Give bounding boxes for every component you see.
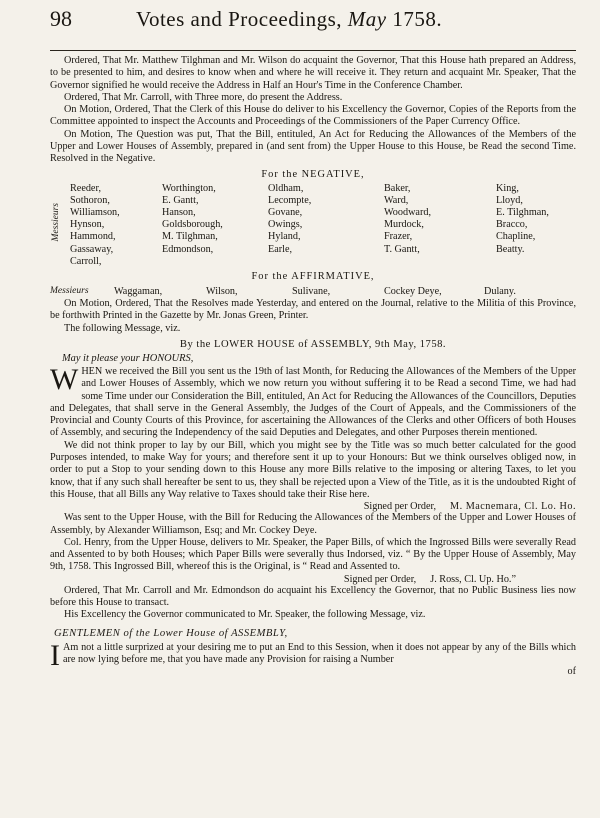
voter-name: Hyland, [268, 231, 301, 243]
page-header [50, 6, 576, 51]
voter-name: Carroll, [70, 255, 102, 267]
voter-name: Wilson, [206, 286, 238, 298]
title-month: May [347, 7, 387, 31]
signer-name: J. Ross, Cl. Up. Ho.” [430, 573, 516, 585]
signed-label: Signed per Order, [343, 573, 417, 585]
voter-name: Bracco, [496, 219, 528, 231]
voter-name: Sulivane, [292, 286, 331, 298]
paragraph: Ordered, That Mr. Carroll, with Three more, do present the Address. [64, 91, 343, 103]
page-number: 98 [50, 6, 72, 31]
negative-votes [50, 183, 576, 268]
voter-name [162, 256, 268, 268]
voter-name: Cockey Deye, [384, 286, 442, 298]
voter-name: Hammond, [70, 231, 116, 243]
paragraph: His Excellency the Governor communicated to Mr. Speaker, the following Message, viz. [64, 609, 426, 621]
affirmative-heading: For the AFFIRMATIVE, [251, 271, 375, 283]
voter-name: Beatty. [496, 243, 525, 255]
voter-name: Baker, [384, 182, 411, 194]
voter-name: Waggaman, [114, 286, 163, 298]
message-body [50, 638, 576, 672]
voter-name: Murdock, [384, 219, 424, 231]
voter-name: Hynson, [70, 219, 105, 231]
paragraph: Col. Henry, from the Upper House, delivers to Mr. Speaker, the Paper Bills, of which the Ingrossed Bills were severally Read and Assented to by both Houses; which Paper Bills were severally thus Indorsed, viz. “ By the Upper House of Assembly, May 9th, 1758. This Ingrossed Bill, whereof this is the Original, is “ Read and Assented to. [50, 536, 576, 573]
message-text: HEN we received the Bill you sent us the 19th of last Month, for Reducing the Allowances of the Members of the Upper and Lower Houses of Assembly, which we now return you without suffering it to be Read a second Time, we had had some Time under our Consideration the Bill, entituled, An Act for Reducing the Allowances of the Councillors, Deputies and Delegates, that shall serve in the General Assembly, the Judges of the Court of Appeals, and the Commissioners of the Provincial and County Courts of this Province, for ascertaining the Allowances of the Clerks and other Officers of both Houses of Assembly, and securing the Independency of the said Deputies and Delegates, and other Purposes therein mentioned. [50, 365, 576, 439]
voter-name: Ward, [384, 194, 409, 206]
voter-name: Worthington, [162, 182, 216, 194]
paragraph: On Motion, The Question was put, That the Bill, entituled, An Act for Reducing the Allowances of the Members of the Upper and Lower Houses of Assembly, prepared in (and sent from) the Upper House to this House, be Read the second Time. Resolved in the Negative. [50, 128, 576, 165]
voter-name: Dulany. [484, 286, 516, 298]
message-heading: By the LOWER HOUSE of ASSEMBLY, 9th May, 1758. [179, 338, 447, 350]
voter-name: Chapline, [496, 231, 536, 243]
voter-name: Gassaway, [70, 243, 114, 255]
paragraph: Was sent to the Upper House, with the Bill for Reducing the Allowances of the Members of the Upper and Lower Houses of Assembly, by Alexander Williamson, Esq; and Mr. Cockey Deye. [50, 512, 576, 536]
salutation: May it please your HONOURS, [62, 352, 194, 364]
voter-name: Edmondson, [162, 243, 214, 255]
voter-name: Hanson, [162, 207, 196, 219]
paragraph: On Motion, Ordered, That the Resolves made Yesterday, and entered on the Journal, relative to the Militia of this Province, be forthwith Printed in the Gazette by Mr. Jonas Green, Printer. [50, 298, 576, 322]
drop-cap: I [50, 638, 60, 672]
voter-name: Reeder, [70, 182, 101, 194]
voter-name: Govane, [268, 207, 303, 219]
voter-name: E. Gantt, [162, 194, 199, 206]
voter-name: Williamson, [70, 207, 120, 219]
voter-name: Earle, [268, 243, 293, 255]
affirmative-votes [50, 285, 576, 298]
negative-heading: For the NEGATIVE, [261, 168, 365, 180]
signature-line [50, 574, 516, 585]
negative-names-grid [70, 183, 576, 268]
voter-name: Lloyd, [496, 194, 523, 206]
messieurs-label: Messieurs [50, 286, 89, 297]
voter-name: Lecompte, [268, 194, 312, 206]
message-body [50, 362, 576, 440]
voter-name: Frazer, [384, 231, 413, 243]
voter-name [268, 256, 384, 268]
voter-name: Sothoron, [70, 194, 110, 206]
paragraph: Ordered, That Mr. Carroll and Mr. Edmondson do acquaint his Excellency the Governor, that no Public Business lies now before this House to transact. [50, 584, 576, 609]
voter-name: M. Tilghman, [162, 231, 218, 243]
voter-name: E. Tilghman, [496, 207, 549, 219]
paragraph: The following Message, viz. [64, 322, 181, 334]
paragraph: Ordered, That Mr. Matthew Tilghman and Mr. Wilson do acquaint the Governor, That this House hath prepared an Address, to be presented to him, and desires to know when and where he will receive it. They return and acquaint Mr. Speaker, That the Governor signified he would receive the Address in Half an Hour's Time in the Conference Chamber. [50, 55, 576, 91]
messieurs-label: Messieurs [51, 202, 61, 242]
message-body: We did not think proper to lay by our Bill, which you might see by the Title was so much better calculated for the good Purposes intended, to make Way for yours; and therefore sent it up to your Honours: But we think ourselves obliged now, in order to put a Stop to your sending down to this House any more Bills relative to the imposing or altering Taxes, to let you know, that if any such shall hereafter be sent to us, they shall be rejected upon a View of the Title, as it is the undoubted Right of this House, that all Bills any Way relative to Taxes should take their Rise here. [50, 439, 576, 500]
voter-name [496, 256, 576, 268]
signature-line [50, 501, 576, 512]
voter-name: Goldsborough, [162, 219, 223, 231]
voter-name: Owings, [268, 219, 303, 231]
signed-label: Signed per Order, [363, 501, 437, 513]
salutation: GENTLEMEN of the Lower House of ASSEMBLY, [54, 627, 288, 639]
title-year: 1758. [392, 7, 443, 31]
voter-name: T. Gantt, [384, 243, 420, 255]
voter-name [384, 256, 496, 268]
voter-name: Oldham, [268, 182, 304, 194]
running-title [136, 7, 442, 32]
voter-name: King, [496, 182, 519, 194]
catchword: of [567, 666, 576, 678]
message-text: Am not a little surprized at your desiring me to put an End to this Session, when it does not appear by any of the Bills which are now lying before me, that you have made any Provision for raising a Number [63, 641, 576, 665]
drop-cap: W [50, 362, 79, 396]
voter-name: Woodward, [384, 207, 431, 219]
paragraph: On Motion, Ordered, That the Clerk of this House do deliver to his Excellency the Governor, Copies of the Reports from the Committee appointed to inspect the Accounts and Proceedings of the Commissioners of the Paper Currency Office. [50, 104, 576, 128]
signer-name: M. Macnemara, Cl. Lo. Ho. [450, 501, 576, 513]
title-text: Votes and Proceedings, [136, 7, 342, 31]
